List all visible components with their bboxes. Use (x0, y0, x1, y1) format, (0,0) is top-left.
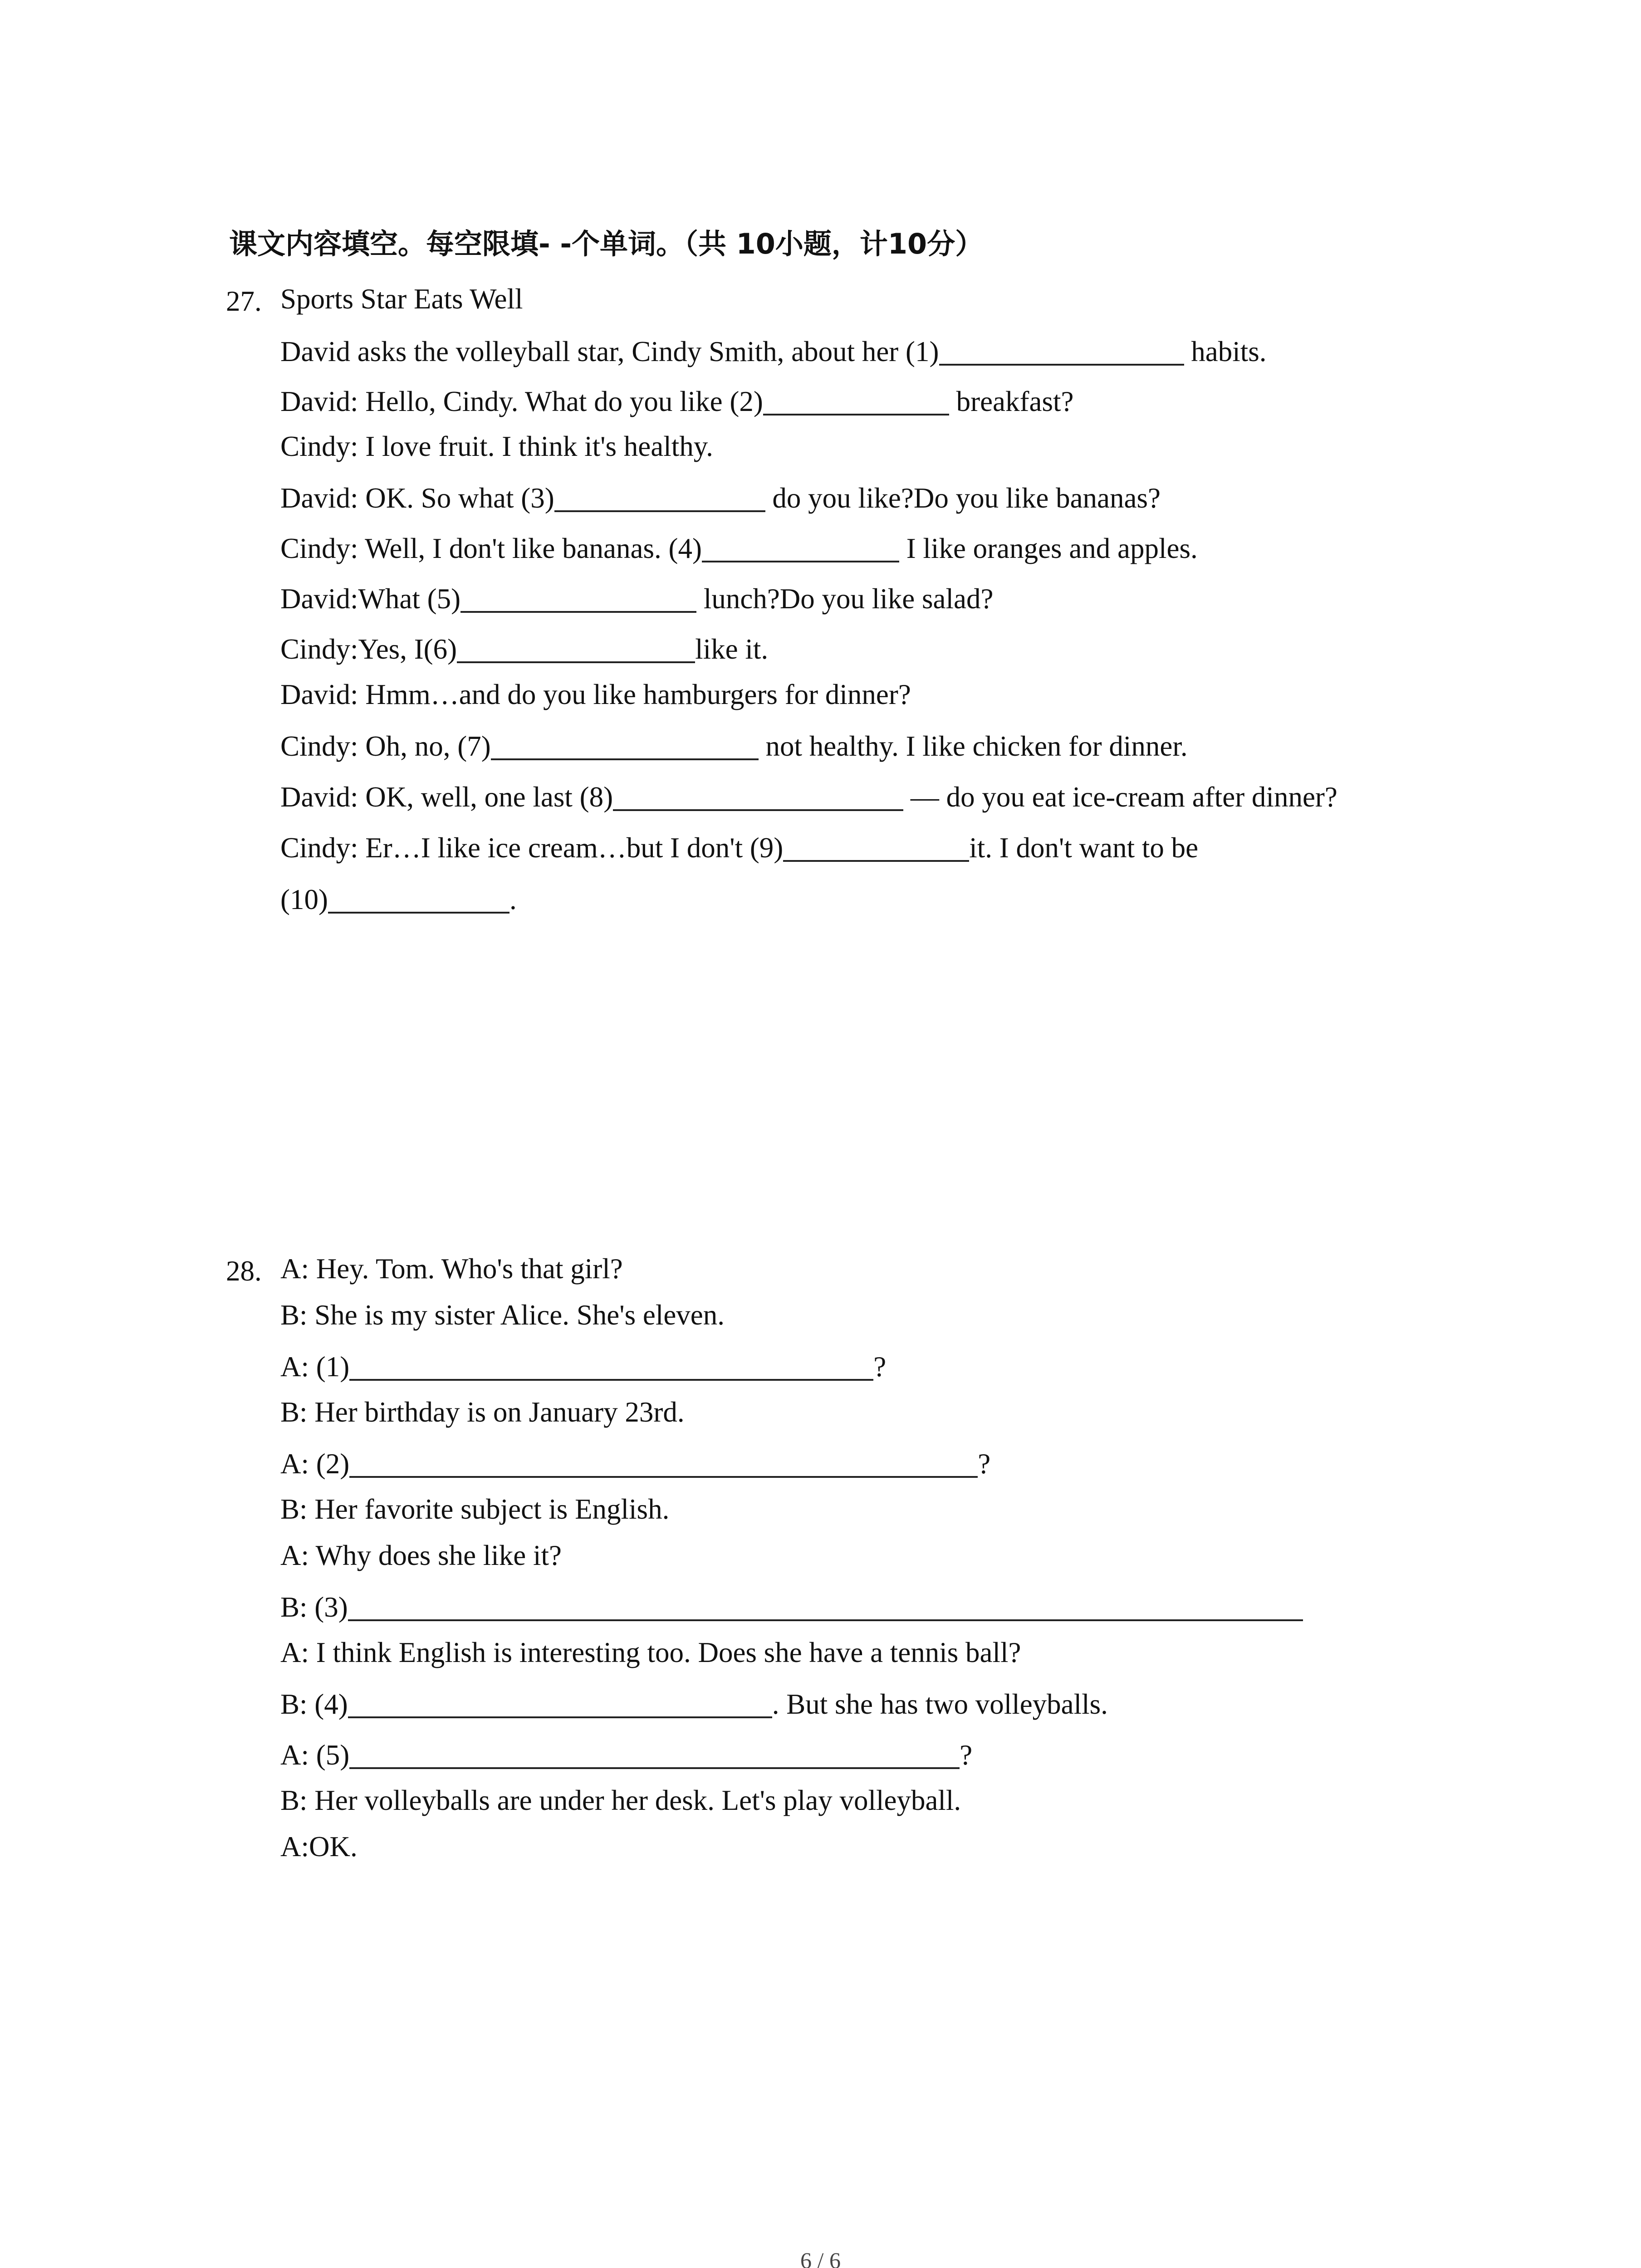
blank-6[interactable] (457, 634, 695, 663)
q28-line-13: A:OK. (280, 1831, 358, 1862)
page-number: 6 / 6 (800, 2248, 841, 2268)
q27-line-6 (280, 584, 993, 613)
q27-line-4-text-a: David: OK. So what (3) (280, 482, 554, 514)
q27-line-9 (280, 731, 1188, 761)
q27-line-12-text-b: . (509, 884, 517, 915)
q27-line-4 (280, 483, 1161, 513)
q27-line-8: David: Hmm…and do you like hamburgers for dinner? (280, 679, 911, 710)
section-heading: 课文内容填空。每空限填- -个单词。（共 10小题，计10分） (229, 227, 984, 260)
blank-3[interactable] (554, 483, 765, 512)
q28-line-1: A: Hey. Tom. Who's that girl? (280, 1253, 623, 1285)
q28-line-11 (280, 1740, 972, 1769)
q28-line-10-text-b: . But she has two volleyballs. (772, 1688, 1108, 1720)
q27-line-2 (280, 386, 1073, 416)
q27-line-11 (280, 833, 1198, 862)
q27-line-3: Cindy: I love fruit. I think it's healthy. (280, 430, 713, 462)
q27-line-10-text-b: — do you eat ice-cream after dinner? (903, 781, 1337, 813)
q27-line-6-text-a: David:What (5) (280, 583, 461, 615)
q28-line-2: B: She is my sister Alice. She's eleven. (280, 1299, 725, 1331)
question-28-number: 28. (226, 1255, 262, 1287)
q27-line-12-text-a: (10) (280, 884, 328, 915)
q27-line-2-text-b: breakfast? (949, 386, 1074, 417)
q28-line-8 (280, 1592, 1303, 1622)
q27-line-9-text-b: not healthy. I like chicken for dinner. (758, 730, 1188, 762)
blank-7[interactable] (491, 731, 759, 760)
q27-line-7-text-b: like it. (695, 633, 769, 665)
answer-blank-5[interactable] (349, 1740, 960, 1769)
q27-line-7 (280, 634, 768, 664)
q27-line-11-text-a: Cindy: Er…I like ice cream…but I don't (9) (280, 832, 784, 864)
q27-line-10-text-a: David: OK, well, one last (8) (280, 781, 613, 813)
q28-line-5-text-b: ? (978, 1448, 991, 1480)
q27-line-5-text-a: Cindy: Well, I don't like bananas. (4) (280, 533, 702, 564)
blank-10[interactable] (328, 885, 509, 914)
q28-line-7: A: Why does she like it? (280, 1540, 562, 1571)
answer-blank-1[interactable] (349, 1352, 873, 1381)
q28-line-5 (280, 1449, 990, 1478)
q27-line-9-text-a: Cindy: Oh, no, (7) (280, 730, 491, 762)
q28-line-3-text-b: ? (873, 1351, 887, 1383)
q28-line-12: B: Her volleyballs are under her desk. Let's play volleyball. (280, 1784, 961, 1816)
q27-line-6-text-b: lunch?Do you like salad? (696, 583, 994, 615)
q27-line-2-text-a: David: Hello, Cindy. What do you like (2) (280, 386, 763, 417)
q27-line-5-text-b: I like oranges and apples. (899, 533, 1198, 564)
q28-line-4: B: Her birthday is on January 23rd. (280, 1396, 685, 1428)
q28-line-6: B: Her favorite subject is English. (280, 1493, 670, 1525)
q28-line-3 (280, 1352, 886, 1381)
q28-line-11-text-a: A: (5) (280, 1739, 350, 1771)
answer-blank-2[interactable] (349, 1449, 978, 1478)
q27-line-4-text-b: do you like?Do you like bananas? (765, 482, 1161, 514)
q27-line-12 (280, 885, 517, 914)
answer-blank-4[interactable] (348, 1689, 772, 1718)
q28-line-9: A: I think English is interesting too. Does she have a tennis ball? (280, 1637, 1021, 1668)
q27-line-5 (280, 533, 1198, 563)
blank-9[interactable] (783, 833, 969, 862)
blank-4[interactable] (702, 533, 899, 562)
q28-line-11-text-b: ? (960, 1739, 973, 1771)
q28-line-3-text-a: A: (1) (280, 1351, 350, 1383)
blank-1[interactable] (939, 337, 1184, 366)
q27-intro-line (280, 337, 1267, 366)
q27-line-10 (280, 782, 1337, 811)
q28-line-8-text-a: B: (3) (280, 1591, 348, 1623)
answer-blank-3[interactable] (348, 1592, 1303, 1621)
blank-5[interactable] (460, 584, 696, 613)
question-27-number: 27. (226, 285, 262, 317)
blank-8[interactable] (613, 782, 903, 811)
question-27-title: Sports Star Eats Well (280, 283, 523, 315)
q28-line-10-text-a: B: (4) (280, 1688, 348, 1720)
blank-2[interactable] (763, 386, 949, 415)
q27-intro-text-b: habits. (1184, 336, 1267, 367)
q28-line-5-text-a: A: (2) (280, 1448, 350, 1480)
q27-line-7-text-a: Cindy:Yes, I(6) (280, 633, 457, 665)
q28-line-10 (280, 1689, 1108, 1719)
q27-line-11-text-b: it. I don't want to be (969, 832, 1199, 864)
q27-intro-text-a: David asks the volleyball star, Cindy Smith, about her (1) (280, 336, 939, 367)
